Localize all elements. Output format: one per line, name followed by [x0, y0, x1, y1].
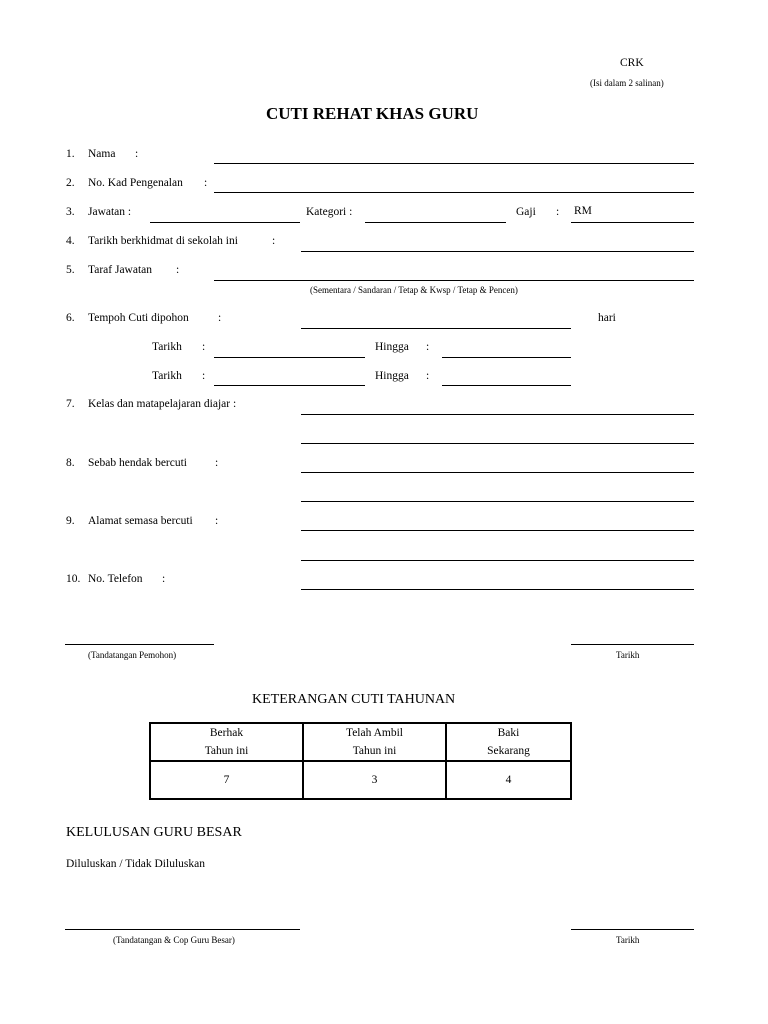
balance-header — [446, 723, 571, 761]
field-10-number: 10. — [66, 573, 81, 585]
taken-value: 3 — [303, 761, 446, 799]
table-header-row — [150, 723, 571, 761]
field-3-number: 3. — [66, 206, 75, 218]
job-status-input-line[interactable] — [214, 280, 694, 281]
leave-address-input-line-1[interactable] — [301, 530, 694, 531]
leave-period-label: Tempoh Cuti dipohon — [88, 312, 189, 324]
salary-label: Gaji — [516, 206, 536, 218]
annual-leave-title: KETERANGAN CUTI TAHUNAN — [252, 692, 456, 707]
leave-period-colon: : — [218, 312, 222, 324]
field-5-number: 5. — [66, 264, 75, 276]
annual-leave-table — [149, 722, 572, 800]
salary-currency: RM — [574, 205, 592, 217]
leave-reason-input-line-2[interactable] — [301, 501, 694, 502]
approval-status-options: Diluluskan / Tidak Diluluskan — [66, 858, 205, 870]
leave-reason-colon: : — [215, 457, 219, 469]
field-name-colon: : — [135, 148, 139, 160]
applicant-signature-label: (Tandatangan Pemohon) — [88, 650, 177, 660]
to-date-label-2: Hingga — [375, 370, 409, 382]
field-6-number: 6. — [66, 312, 75, 324]
from-date-input-line-1[interactable] — [214, 357, 365, 358]
leave-address-input-line-2[interactable] — [301, 560, 694, 561]
approval-date-label: Tarikh — [616, 935, 640, 945]
from-date-colon-1: : — [202, 341, 206, 353]
ic-number-label: No. Kad Pengenalan — [88, 177, 183, 189]
phone-colon: : — [162, 573, 166, 585]
applicant-signature-line[interactable] — [65, 644, 214, 645]
service-date-colon: : — [272, 235, 276, 247]
taken-header-line1: Telah Ambil — [345, 727, 403, 739]
applicant-date-line[interactable] — [571, 644, 694, 645]
headmaster-signature-label: (Tandatangan & Cop Guru Besar) — [113, 935, 235, 945]
leave-address-colon: : — [215, 515, 219, 527]
service-date-input-line[interactable] — [301, 251, 694, 252]
ic-number-input-line[interactable] — [214, 192, 694, 193]
field-8-number: 8. — [66, 457, 75, 469]
approval-title: KELULUSAN GURU BESAR — [66, 825, 242, 840]
job-status-label: Taraf Jawatan — [88, 264, 153, 276]
position-label: Jawatan : — [88, 206, 132, 218]
phone-input-line[interactable] — [301, 589, 694, 590]
from-date-label-2: Tarikh — [152, 370, 182, 382]
ic-number-colon: : — [204, 177, 208, 189]
leave-days-unit: hari — [598, 312, 616, 324]
balance-value: 4 — [446, 761, 571, 799]
applicant-date-label: Tarikh — [616, 650, 640, 660]
category-input-line[interactable] — [365, 222, 506, 223]
field-9-number: 9. — [66, 515, 75, 527]
table-row — [150, 761, 571, 799]
leave-address-label: Alamat semasa bercuti — [88, 515, 193, 527]
field-1-number: 1. — [66, 148, 75, 160]
field-2-number: 2. — [66, 177, 75, 189]
approval-date-line[interactable] — [571, 929, 694, 930]
field-4-number: 4. — [66, 235, 75, 247]
leave-days-input-line[interactable] — [301, 328, 571, 329]
job-status-colon: : — [176, 264, 180, 276]
category-label: Kategori : — [306, 206, 353, 218]
leave-reason-input-line-1[interactable] — [301, 472, 694, 473]
to-date-colon-2: : — [426, 370, 430, 382]
from-date-colon-2: : — [202, 370, 206, 382]
taken-header-line2: Tahun ini — [352, 745, 397, 757]
field-7-number: 7. — [66, 398, 75, 410]
form-title: CUTI REHAT KHAS GURU — [266, 104, 479, 123]
salary-input-line[interactable] — [571, 222, 694, 223]
name-input-line[interactable] — [214, 163, 694, 164]
copies-note: (Isi dalam 2 salinan) — [590, 78, 664, 88]
from-date-input-line-2[interactable] — [214, 385, 365, 386]
classes-subjects-label: Kelas dan matapelajaran diajar : — [88, 398, 237, 410]
classes-subjects-input-line-1[interactable] — [301, 414, 694, 415]
to-date-input-line-2[interactable] — [442, 385, 571, 386]
headmaster-signature-line[interactable] — [65, 929, 300, 930]
form-code: CRK — [620, 57, 644, 69]
position-input-line[interactable] — [150, 222, 300, 223]
balance-header-line2: Sekarang — [487, 745, 530, 757]
from-date-label-1: Tarikh — [152, 341, 182, 353]
field-name-label: Nama — [88, 148, 116, 160]
taken-header — [303, 723, 446, 761]
classes-subjects-input-line-2[interactable] — [301, 443, 694, 444]
to-date-input-line-1[interactable] — [442, 357, 571, 358]
phone-label: No. Telefon — [88, 573, 143, 585]
balance-header-line1: Baki — [497, 727, 520, 739]
salary-colon: : — [556, 206, 560, 218]
entitled-header-line1: Berhak — [209, 727, 244, 739]
job-status-note: (Sementara / Sandaran / Tetap & Kwsp / Tetap & Pencen) — [310, 285, 518, 295]
to-date-colon-1: : — [426, 341, 430, 353]
to-date-label-1: Hingga — [375, 341, 409, 353]
leave-reason-label: Sebab hendak bercuti — [88, 457, 187, 469]
entitled-header-line2: Tahun ini — [204, 745, 249, 757]
service-date-label: Tarikh berkhidmat di sekolah ini — [88, 235, 238, 247]
entitled-header — [150, 723, 303, 761]
entitled-value: 7 — [150, 761, 303, 799]
